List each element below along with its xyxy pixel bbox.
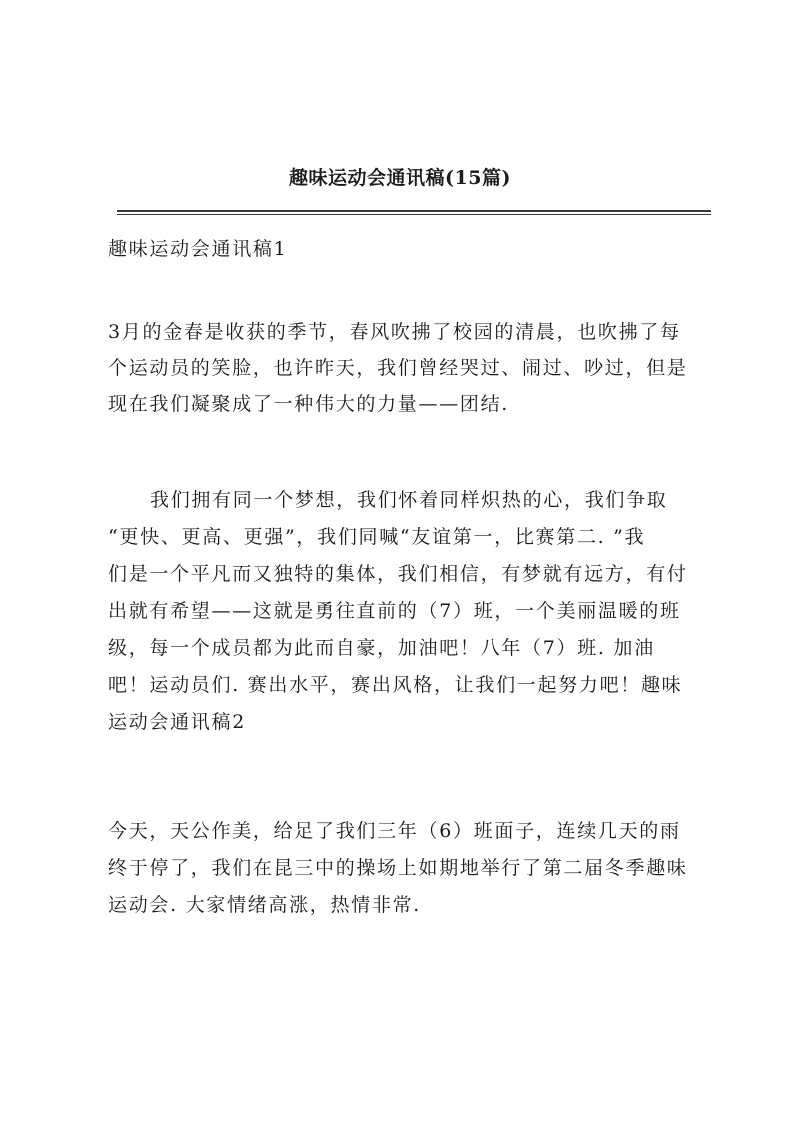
paragraph-line: 们是一个平凡而又独特的集体，我们相信，有梦就有远方，有付	[108, 563, 688, 585]
paragraph-line: 吧！运动员们. 赛出水平，赛出风格，让我们一起努力吧！趣味	[108, 674, 683, 696]
title-divider	[117, 210, 711, 212]
paragraph-line: 个运动员的笑脸，也许昨天，我们曾经哭过、闹过、吵过，但是	[108, 357, 688, 379]
paragraph-line: 级，每一个成员都为此而自豪，加油吧！八年（7）班. 加油	[108, 637, 655, 659]
paragraph-line: 出就有希望——这就是勇往直前的（7）班，一个美丽温暖的班	[108, 600, 681, 622]
paragraph-line: “更快、更高、更强”，我们同喊“友谊第一，比赛第二. ”我	[108, 526, 646, 548]
paragraph-line: 今天，天公作美，给足了我们三年（6）班面子，连续几天的雨	[108, 820, 681, 842]
title-divider-thin	[117, 214, 711, 215]
section-heading-2: 运动会通讯稿2	[108, 711, 246, 733]
paragraph-line: 现在我们凝聚成了一种伟大的力量——团结.	[108, 393, 510, 415]
paragraph-line: 终于停了，我们在昆三中的操场上如期地举行了第二届冬季趣味	[108, 857, 688, 879]
paragraph-line: 我们拥有同一个梦想，我们怀着同样炽热的心，我们争取	[150, 489, 668, 511]
document-title: 趣味运动会通讯稿(15篇)	[289, 167, 511, 189]
paragraph-line: 运动会. 大家情绪高涨，热情非常.	[108, 894, 422, 916]
paragraph-line: 3月的金春是收获的季节，春风吹拂了校园的清晨，也吹拂了每	[108, 321, 681, 343]
section-heading-1: 趣味运动会通讯稿1	[108, 238, 288, 260]
